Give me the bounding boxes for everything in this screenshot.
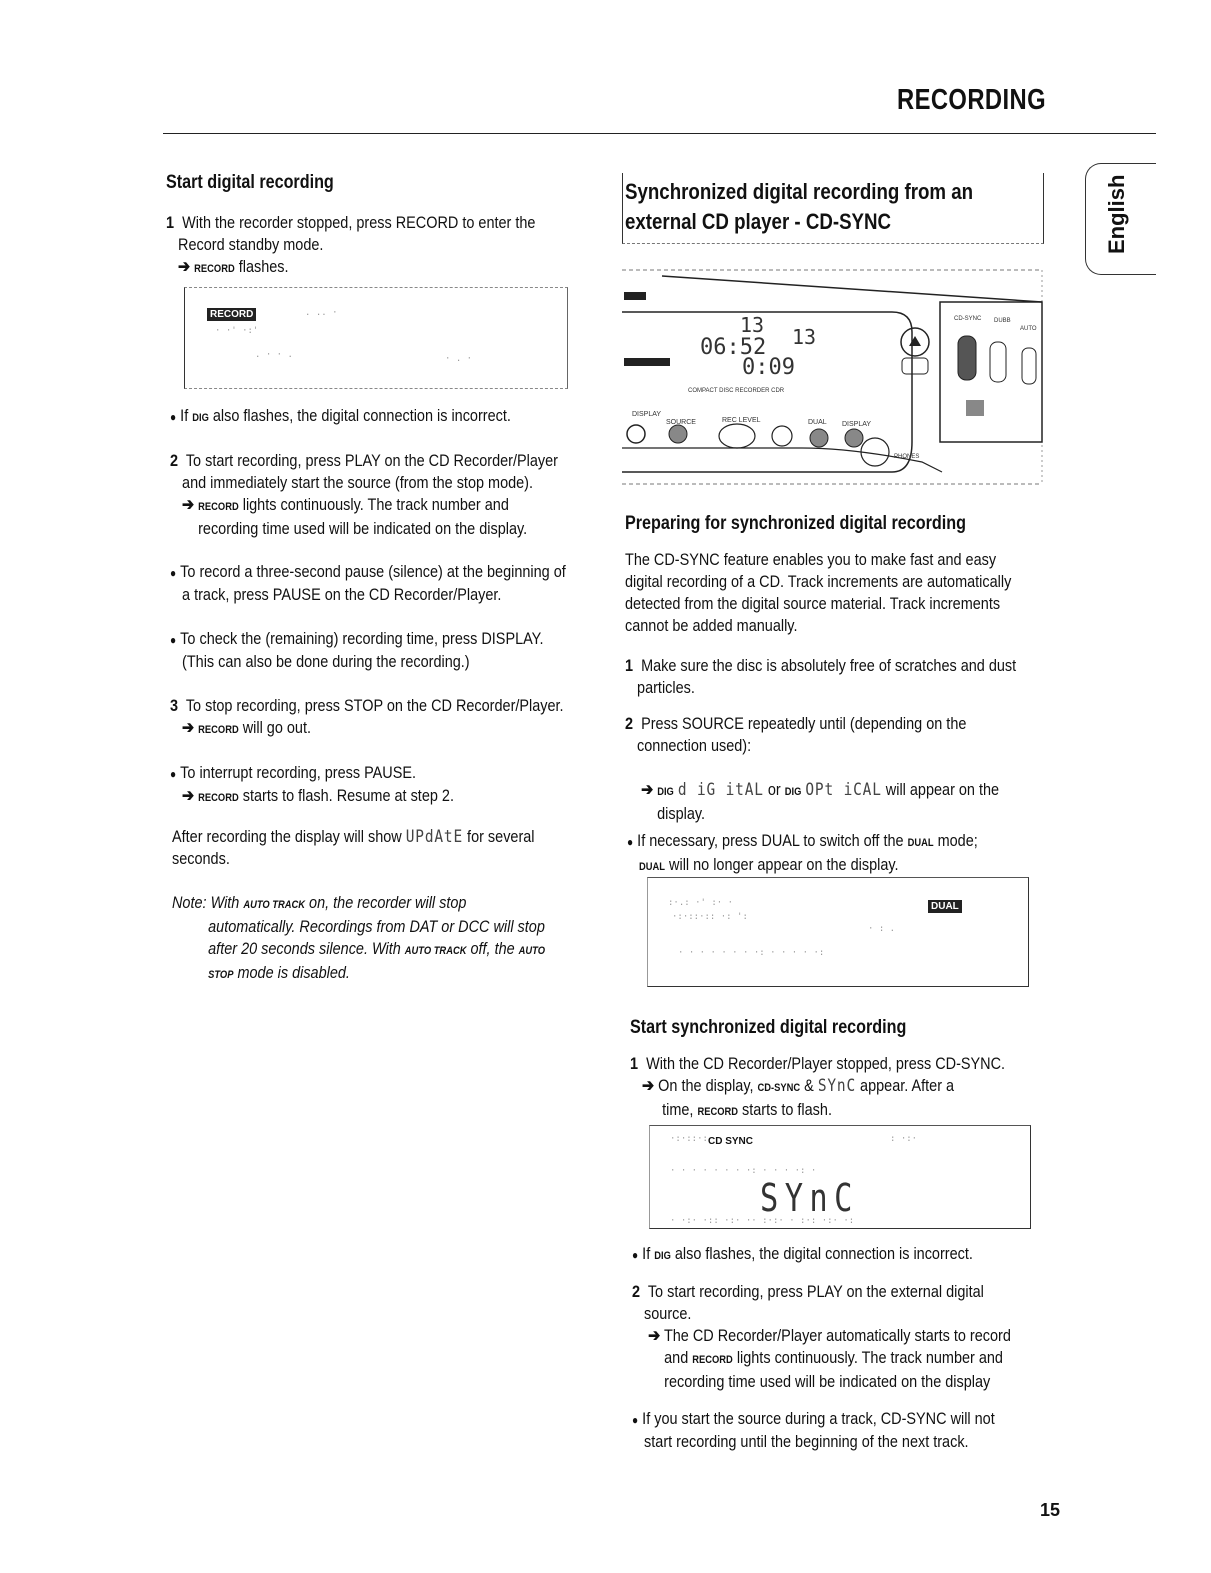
bullet-dual: ● If necessary, press DUAL to switch off the DUAL mode; DUAL will no longer appear on the display. bbox=[627, 831, 978, 874]
cd-recorder-illustration bbox=[622, 262, 1047, 487]
sync-bullet-dig: ● If DIG also flashes, the digital connection is incorrect. bbox=[632, 1244, 973, 1263]
svg-text:06:52: 06:52 bbox=[700, 335, 767, 360]
section-title-start-sync: Start synchronized digital recording bbox=[630, 1017, 907, 1038]
display-illustration-record: RECORD · ·' ·:' . .. · . · · . · . · bbox=[184, 287, 568, 389]
page-number: 15 bbox=[1040, 1500, 1061, 1520]
step-3: 3 To stop recording, press STOP on the CD Recorder/Player. ➔ RECORD will go out. bbox=[170, 696, 564, 737]
section-title-start-digital: Start digital recording bbox=[166, 172, 334, 193]
dig-indicator: DIG bbox=[192, 412, 209, 424]
svg-text:0:09: 0:09 bbox=[742, 355, 795, 380]
page-header-title: RECORDING bbox=[897, 84, 1047, 116]
svg-text:DUAL: DUAL bbox=[808, 419, 827, 426]
display-illustration-dual: DUAL :·.: ·' :· · ·:·::·:: ·: ': · · · · · · · ·: · · · · ·: · : . bbox=[647, 877, 1029, 987]
boxed-title-line2: external CD player - CD-SYNC bbox=[625, 209, 892, 234]
step-2: 2 To start recording, press PLAY on the CD Recorder/Player and immediately start the source (from the stop mode). ➔ RECORD lights continuously. The track number and recording time used will be indicated on the display. bbox=[170, 451, 558, 538]
svg-text:REC LEVEL: REC LEVEL bbox=[722, 417, 761, 424]
svg-text:DISPLAY: DISPLAY bbox=[842, 421, 872, 428]
step-1 bbox=[166, 212, 535, 280]
arrow-icon: ➔ bbox=[182, 786, 195, 805]
language-tab-label: English bbox=[1104, 174, 1129, 254]
cd-sync-indicator: CD SYNC bbox=[708, 1136, 754, 1147]
header-rule bbox=[163, 133, 1156, 134]
arrow-icon: ➔ bbox=[648, 1326, 661, 1345]
arrow-icon: ➔ bbox=[642, 1076, 655, 1095]
language-tab bbox=[1085, 163, 1156, 275]
section-title-preparing: Preparing for synchronized digital recording bbox=[625, 513, 966, 534]
svg-text:DUBB: DUBB bbox=[994, 318, 1011, 324]
svg-text:13: 13 bbox=[740, 313, 765, 337]
svg-text:13: 13 bbox=[792, 325, 817, 349]
sync-bullet-midtrack: ● If you start the source during a track, CD-SYNC will not start recording until the beginning of the next track. bbox=[632, 1409, 995, 1451]
svg-text:PHONES: PHONES bbox=[894, 454, 920, 460]
lcd-update: UPdAtE bbox=[405, 827, 464, 847]
note: Note: With AUTO TRACK on, the recorder will stop automatically. Recordings from DAT or DCC will stop after 20 seconds silence. With AUTO TRACK off, the AUTO STOP mode is disabled. bbox=[172, 893, 546, 982]
bullet-pause: ● To record a three-second pause (silence) at the beginning of a track, press PAUSE on the CD Recorder/Player. bbox=[170, 562, 566, 604]
arrow-icon: ➔ bbox=[641, 780, 654, 799]
bullet-dig-flashes: ● If DIG also flashes, the digital connection is incorrect. bbox=[170, 406, 511, 425]
dual-indicator-tag: DUAL bbox=[928, 900, 962, 913]
prep-paragraph: The CD-SYNC feature enables you to make fast and easy digital recording of a CD. Track increments are automatically detected from the digital source material. Track increments cannot be added manually. bbox=[625, 550, 1012, 635]
boxed-title-line1: Synchronized digital recording from an bbox=[625, 179, 974, 204]
step-text: Record standby mode. bbox=[178, 235, 324, 254]
arrow-icon: ➔ bbox=[182, 718, 195, 737]
record-indicator-tag: RECORD bbox=[207, 308, 256, 321]
display-indicator: RECORD bbox=[194, 263, 235, 275]
arrow-icon: ➔ bbox=[182, 495, 195, 514]
sync-step-1: 1 With the CD Recorder/Player stopped, press CD-SYNC. ➔ On the display, CD-SYNC & SYnC appear. After a time, RECORD starts to flash. bbox=[630, 1054, 1006, 1119]
svg-text:COMPACT DISC RECORDER CDR: COMPACT DISC RECORDER CDR bbox=[688, 388, 785, 394]
prep-step-1: 1 Make sure the disc is absolutely free of scratches and dust particles. bbox=[625, 656, 1017, 697]
arrow-icon: ➔ bbox=[178, 257, 191, 276]
display-illustration-sync: CD SYNC SYnC ·:·::·: · · · · · · · ·: · · · ·: · · ·:· ·:: ·:· ·· :·:· · :·: ·:· ·: : ·:· bbox=[649, 1125, 1031, 1229]
after-recording-text: After recording the display will show UPdAtE for several seconds. bbox=[172, 827, 535, 868]
lcd-sync-text: SYnC bbox=[760, 1176, 859, 1220]
bullet-display: ● To check the (remaining) recording time, press DISPLAY. (This can also be done during the recording.) bbox=[170, 629, 544, 671]
prep-step-2: 2 Press SOURCE repeatedly until (depending on the connection used): ➔ DIG d iG itAL or DIG OPt iCAL will appear on the display. bbox=[625, 714, 1000, 823]
boxed-section-title bbox=[622, 173, 1044, 244]
step-text: With the recorder stopped, press RECORD to enter the bbox=[182, 213, 536, 232]
svg-text:CD-SYNC: CD-SYNC bbox=[954, 316, 982, 322]
svg-text:DISPLAY: DISPLAY bbox=[632, 411, 662, 418]
sync-step-2: 2 To start recording, press PLAY on the external digital source. ➔ The CD Recorder/Player automatically starts to record and RECORD lights continuously. The track number and recording time used will be indicated on the display bbox=[632, 1282, 1011, 1391]
step-number: 1 bbox=[166, 213, 175, 232]
svg-text:SOURCE: SOURCE bbox=[666, 419, 696, 426]
svg-text:AUTO: AUTO bbox=[1020, 326, 1037, 332]
step-text: flashes. bbox=[238, 257, 289, 276]
bullet-interrupt: ● To interrupt recording, press PAUSE. ➔ RECORD starts to flash. Resume at step 2. bbox=[170, 763, 454, 805]
